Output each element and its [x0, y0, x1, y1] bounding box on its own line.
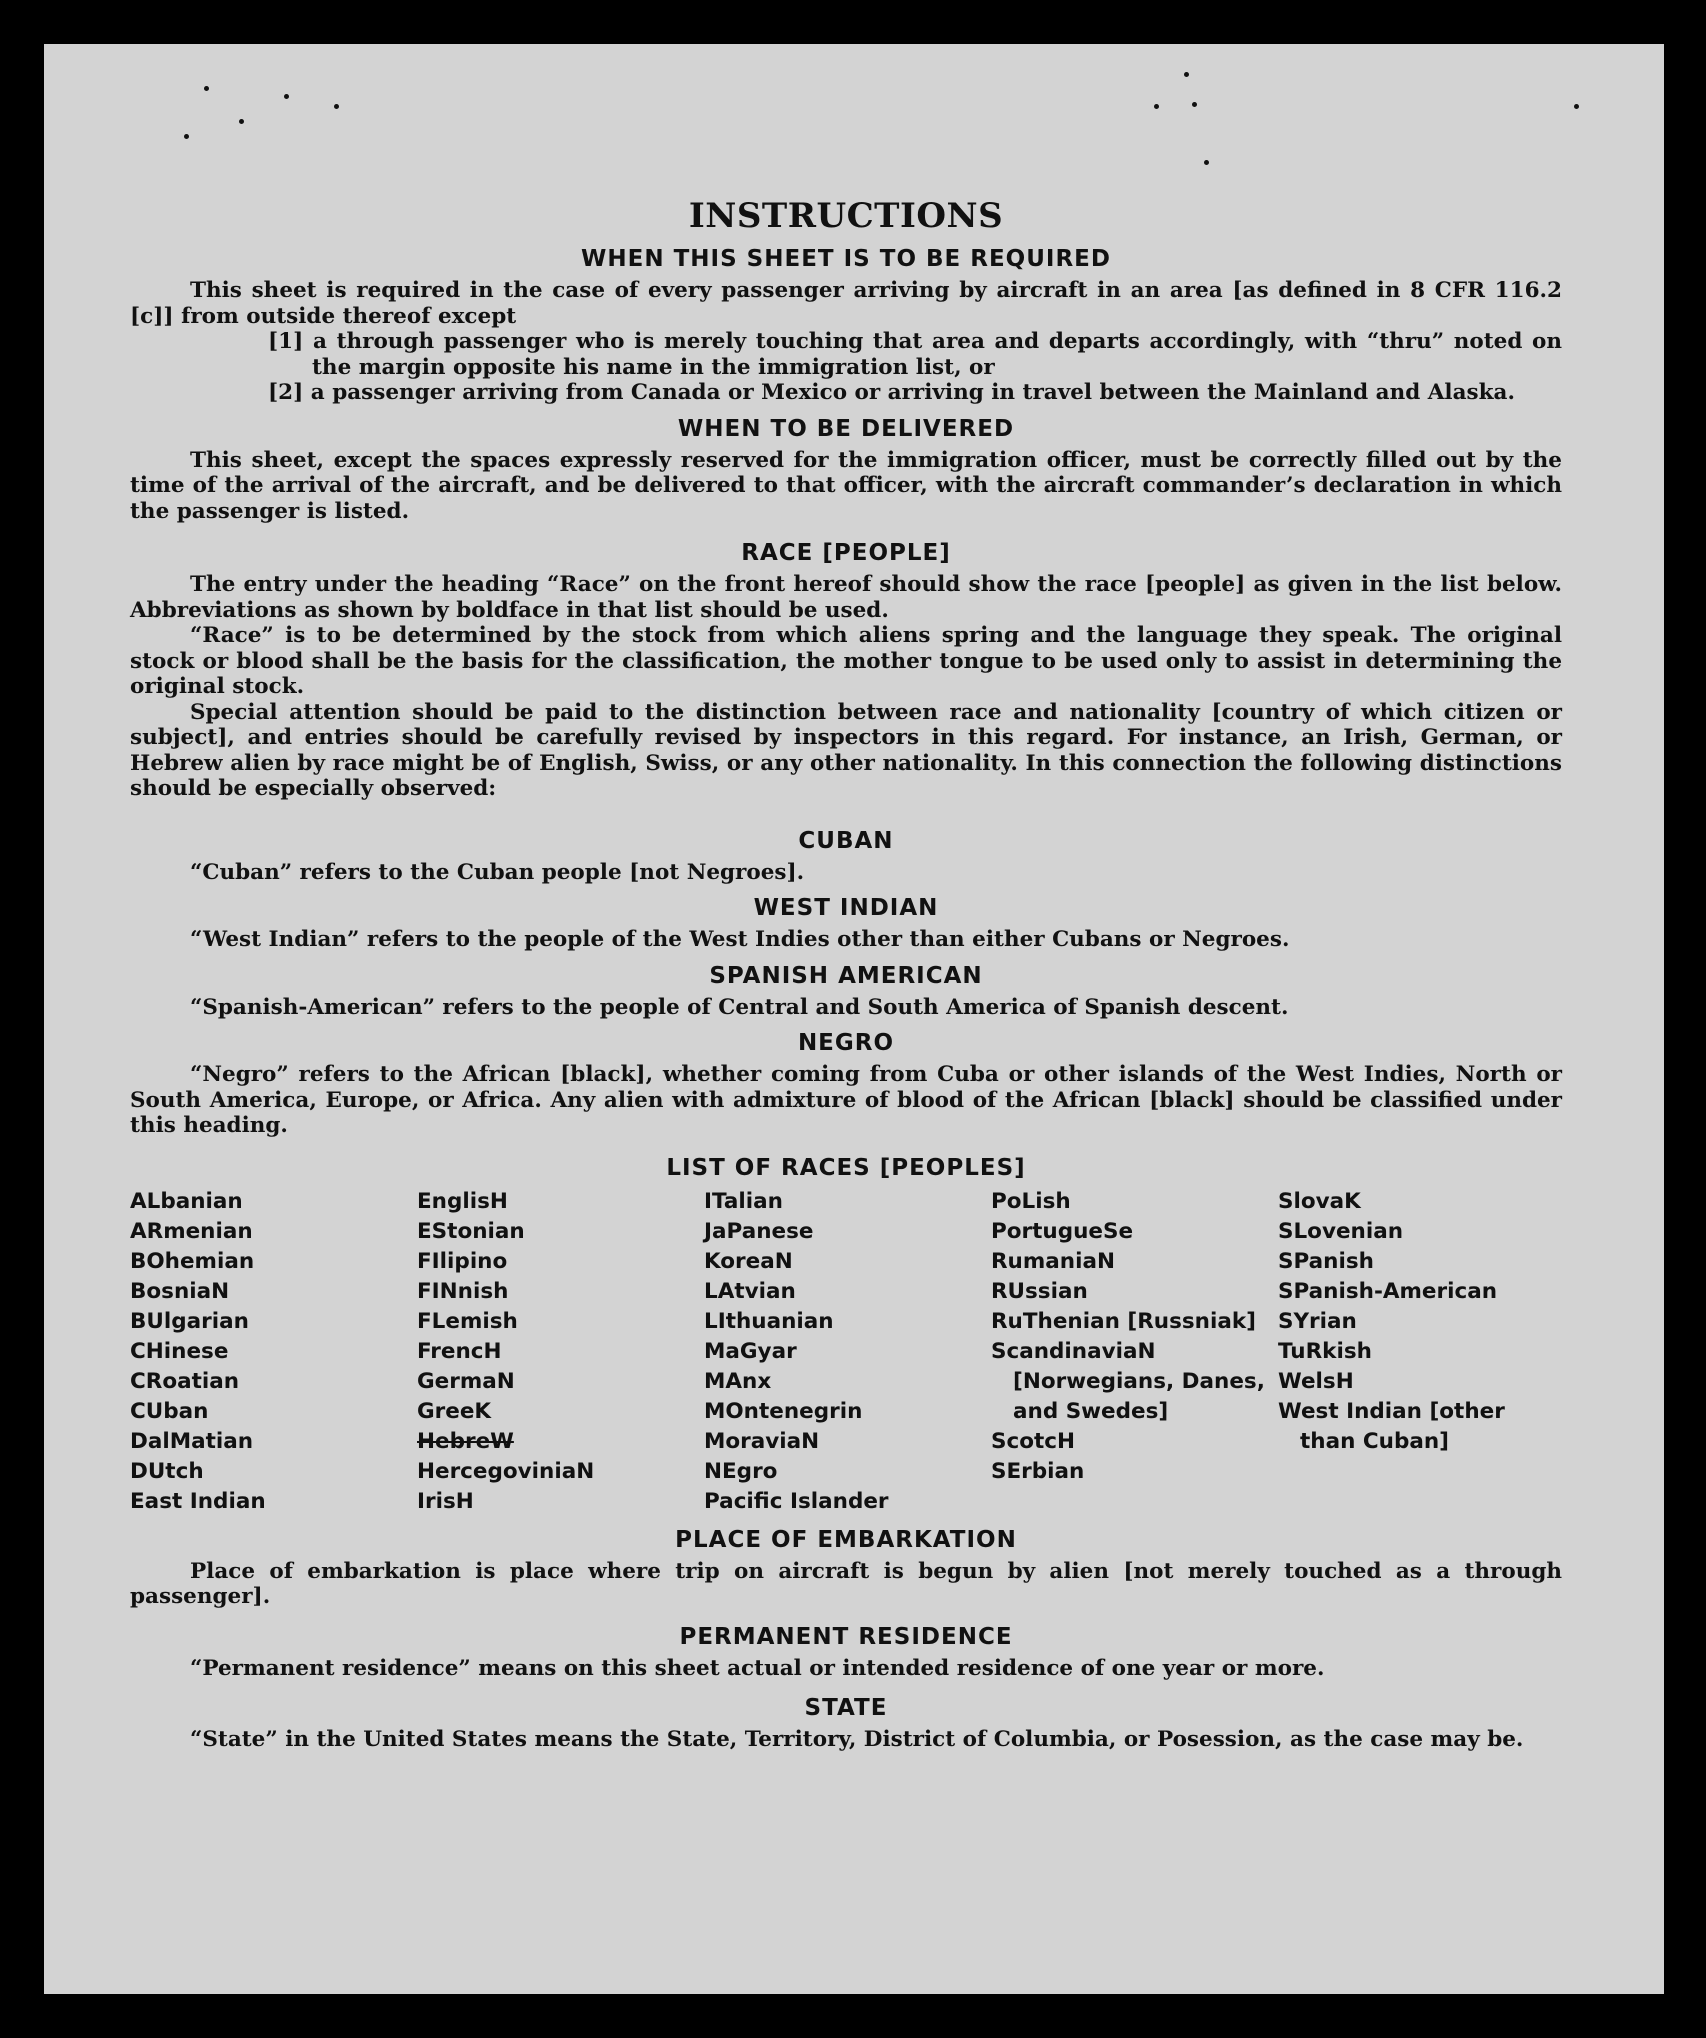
heading-cuban: CUBAN: [798, 827, 894, 854]
embarkation-text: Place of embarkation is place where trip on aircraft is begun by alien [not merely touched as a through passenger].: [130, 1558, 1562, 1609]
race-item: IrisH: [417, 1488, 474, 1514]
race-item: FINnish: [417, 1278, 509, 1304]
race-item: ScotcH: [991, 1428, 1076, 1454]
race-item: RumaniaN: [991, 1248, 1115, 1274]
race-paragraph-3: Special attention should be paid to the distinction between race and nationality [country of which citizen or subject], and entries should be carefully revised by inspectors in this regard. For instance, an Irish, German, or Hebrew alien by race might be of English, Swiss, or any other nationality. In this connection the following distinctions should be especially observed:: [130, 699, 1562, 801]
heading-permanent-residence: PERMANENT RESIDENCE: [679, 1623, 1013, 1650]
heading-delivered: WHEN TO BE DELIVERED: [677, 415, 1015, 442]
race-item: FLemish: [417, 1308, 518, 1334]
race-item: West Indian [other than Cuban]: [1278, 1398, 1505, 1454]
race-item: SErbian: [991, 1458, 1085, 1484]
race-item: DUtch: [130, 1458, 204, 1484]
races-column-4: [991, 1187, 1278, 1517]
races-list: [130, 1187, 1562, 1517]
race-item: MaGyar: [704, 1338, 797, 1364]
race-item: EStonian: [417, 1218, 525, 1244]
race-item: JaPanese: [704, 1218, 814, 1244]
races-column-1: [130, 1187, 417, 1517]
heading-negro: NEGRO: [797, 1030, 895, 1056]
race-item: GermaN: [417, 1368, 515, 1394]
race-item: HercegoviniaN: [417, 1458, 595, 1484]
permanent-residence-text: “Permanent residence” means on this sheet actual or intended residence of one year or more.: [190, 1655, 1325, 1681]
race-item: MOntenegrin: [704, 1398, 863, 1424]
race-item: EnglisH: [417, 1188, 508, 1214]
race-item: SLovenian: [1278, 1218, 1404, 1244]
races-column-2: [417, 1187, 704, 1517]
race-item: BUlgarian: [130, 1308, 249, 1334]
race-item: CHinese: [130, 1338, 229, 1364]
document-page: [44, 44, 1664, 1994]
races-column-5: [1278, 1187, 1562, 1517]
races-column-3: [704, 1187, 991, 1517]
west-indian-text: “West Indian” refers to the people of the West Indies other than either Cubans or Negroes.: [190, 927, 1290, 952]
negro-text: “Negro” refers to the African [black], whether coming from Cuba or other islands of the West Indies, North or South America, Europe, or Africa. Any alien with admixture of blood of the African [black] should be classified under this heading.: [130, 1062, 1562, 1138]
race-paragraph-2: “Race” is to be determined by the stock from which aliens spring and the language they speak. The original stock or blood shall be the basis for the classification, the mother tongue to be used only to assist in determining the original stock.: [130, 623, 1562, 699]
race-item: PoLish: [991, 1188, 1071, 1214]
race-item: SlovaK: [1278, 1188, 1361, 1214]
race-item: PortugueSe: [991, 1218, 1134, 1244]
race-paragraph-1: The entry under the heading “Race” on the front hereof should show the race [people] as given in the list below. Abbreviations as shown by boldface in that list should be used.: [130, 572, 1562, 623]
race-item: TuRkish: [1278, 1338, 1372, 1364]
heading-embarkation: PLACE OF EMBARKATION: [675, 1526, 1017, 1553]
heading-state: STATE: [804, 1695, 888, 1721]
required-item-1: [1] a through passenger who is merely touching that area and departs accordingly, with “thru” noted on the margin opposite his name in the immigration list, or: [268, 329, 1562, 380]
spanish-american-text: “Spanish-American” refers to the people of Central and South America of Spanish descent.: [190, 994, 1289, 1020]
race-item: SPanish: [1278, 1248, 1374, 1274]
race-item: WelsH: [1278, 1368, 1354, 1394]
race-item: SYrian: [1278, 1308, 1357, 1334]
required-intro: This sheet is required in the case of every passenger arriving by aircraft in an area [as defined in 8 CFR 116.2 [c]] from outside thereof except: [130, 278, 1562, 329]
heading-list-of-races: LIST OF RACES [PEOPLES]: [666, 1154, 1026, 1181]
race-item: Pacific Islander: [704, 1488, 889, 1514]
instructions-content: [130, 144, 1562, 1753]
race-item: CUban: [130, 1398, 209, 1424]
race-item: FIlipino: [417, 1248, 508, 1274]
race-item: DalMatian: [130, 1428, 254, 1454]
race-item: ALbanian: [130, 1188, 243, 1214]
page-title: INSTRUCTIONS: [688, 196, 1004, 236]
state-text: “State” in the United States means the State, Territory, District of Columbia, or Posession, as the case may be.: [190, 1727, 1524, 1752]
cuban-text: “Cuban” refers to the Cuban people [not Negroes].: [190, 859, 805, 885]
heading-race: RACE [PEOPLE]: [741, 540, 951, 566]
delivered-text: This sheet, except the spaces expressly reserved for the immigration officer, must be correctly filled out by the time of the arrival of the aircraft, and be delivered to that officer, with the aircraft commander’s declaration in which the passenger is listed.: [130, 447, 1562, 524]
heading-spanish-american: SPANISH AMERICAN: [709, 962, 983, 989]
race-item: East Indian: [130, 1488, 266, 1514]
race-item: LAtvian: [704, 1278, 796, 1304]
race-item: SPanish-American: [1278, 1278, 1498, 1304]
race-item: ITalian: [704, 1188, 783, 1214]
race-item: FrencH: [417, 1338, 502, 1364]
race-item: ARmenian: [130, 1218, 253, 1244]
race-item: BosniaN: [130, 1278, 230, 1304]
heading-west-indian: WEST INDIAN: [753, 895, 939, 921]
race-item: LIthuanian: [704, 1308, 834, 1334]
race-item: BOhemian: [130, 1248, 255, 1274]
race-item: KoreaN: [704, 1248, 793, 1274]
heading-required: WHEN THIS SHEET IS TO BE REQUIRED: [581, 246, 1111, 272]
race-item: CRoatian: [130, 1368, 240, 1394]
race-item: GreeK: [417, 1398, 492, 1424]
race-item: MAnx: [704, 1368, 772, 1394]
race-item: RuThenian [Russniak]: [991, 1308, 1256, 1334]
race-item-struck: HebreW: [417, 1428, 514, 1454]
race-item: NEgro: [704, 1458, 778, 1484]
race-item: MoraviaN: [704, 1428, 820, 1454]
required-item-2: [2] a passenger arriving from Canada or Mexico or arriving in travel between the Mainland and Alaska.: [268, 380, 1515, 405]
race-item: ScandinaviaN [Norwegians, Danes, and Swedes]: [991, 1338, 1265, 1424]
race-item: RUssian: [991, 1278, 1088, 1304]
